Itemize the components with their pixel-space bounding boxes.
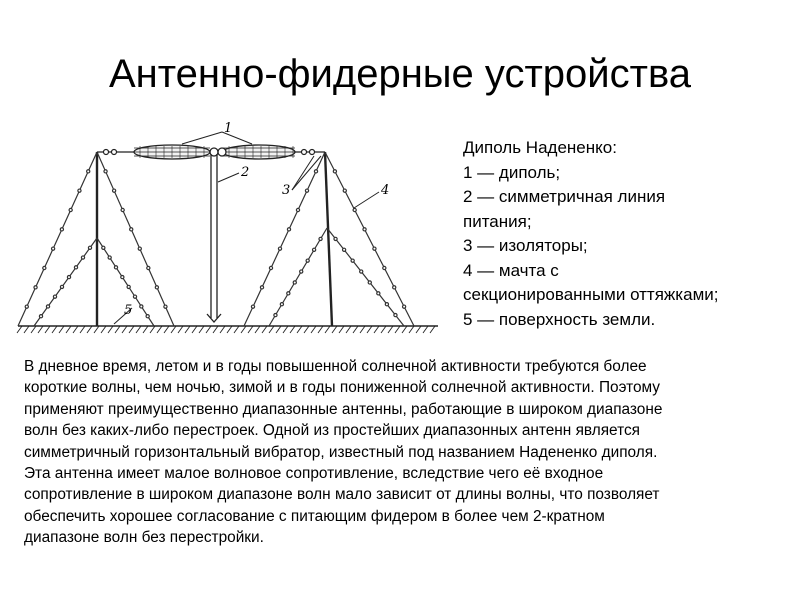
body-line: сопротивление в широком диапазоне волн мало зависит от длины волны, что позволяет xyxy=(24,486,660,504)
body-line: В дневное время, летом и в годы повышенной солнечной активности требуются более xyxy=(24,358,647,375)
body-line: диапазоне волн без перестройки. xyxy=(24,529,264,547)
legend-line: 3 — изоляторы; xyxy=(463,236,588,255)
dipole-diagram xyxy=(14,118,446,346)
label-leaders xyxy=(114,132,379,324)
sectioned-guy-wires xyxy=(18,152,414,326)
figure-legend xyxy=(463,136,793,332)
legend-line: Диполь Надененко: xyxy=(463,138,617,157)
legend-line: секционированными оттяжками; xyxy=(463,285,719,304)
figure-label-4: 4 xyxy=(381,183,390,198)
figure-label-3: 3 xyxy=(282,183,291,198)
body-line: Эта антенна имеет малое волновое сопротивление, вследствие чего её входное xyxy=(24,465,604,483)
figure-label-1: 1 xyxy=(224,121,233,136)
body-line: короткие волны, чем ночью, зимой и в годы пониженной солнечной активности. Поэтому xyxy=(24,379,660,397)
body-line: обеспечить хорошее согласование с питающим фидером в более чем 2-кратном xyxy=(24,507,605,525)
legend-line: 4 — мачта с xyxy=(463,260,559,280)
figure-label-2: 2 xyxy=(241,165,250,180)
body-line: применяют преимущественно диапазонные антенны, работающие в широком диапазоне xyxy=(24,400,663,418)
legend-line: питания; xyxy=(463,211,532,231)
body-line: симметричный горизонтальный вибратор, известный под названием Надененко диполя. xyxy=(24,443,658,461)
figure-label-5: 5 xyxy=(124,303,133,318)
feed-line xyxy=(207,154,221,322)
slide-title: Антенно-фидерные устройства xyxy=(109,52,691,96)
right-mast xyxy=(325,152,332,326)
legend-line: 2 — симметричная линия xyxy=(463,187,666,206)
legend-line: 1 — диполь; xyxy=(463,162,561,182)
legend-line: 5 — поверхность земли. xyxy=(463,309,656,329)
ground-surface xyxy=(17,326,438,333)
body-paragraph xyxy=(24,356,784,549)
body-line: волн без каких-либо перестроек. Одной из простейших диапазонных антенн является xyxy=(24,422,641,440)
